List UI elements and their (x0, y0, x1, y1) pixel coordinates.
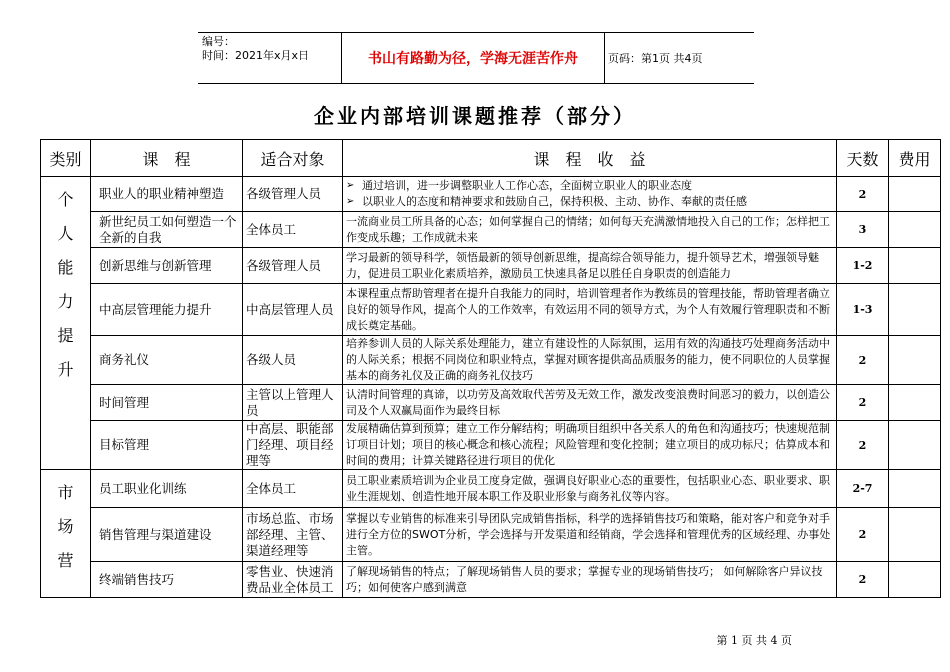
course-audience: 零售业、快速消费品业全体员工 (243, 562, 343, 598)
page-label: 页码：第1页 共4页 (608, 52, 703, 65)
benefit-bullet: ➢ 以职业人的态度和精神要求和鼓励自己，保持积极、主动、协作、奉献的责任感 (346, 194, 833, 210)
course-audience: 各级管理人员 (243, 177, 343, 212)
header-course: 课 程 (91, 140, 243, 177)
table-row (41, 385, 941, 421)
course-audience: 全体员工 (243, 212, 343, 248)
course-audience: 中高层、职能部门经理、项目经理等 (243, 421, 343, 470)
course-days: 2-7 (837, 470, 889, 508)
table-header-row (41, 140, 941, 177)
course-benefit: 了解现场销售的特点；了解现场销售人员的要求；掌握专业的现场销售技巧； 如何解除客户异议技巧；如何使客户感到满意 (343, 562, 837, 598)
header-audience: 适合对象 (243, 140, 343, 177)
course-benefit: 发展精确估算到预算；建立工作分解结构；明确项目组织中各关系人的角色和沟通技巧；快速规范制订项目计划；项目的核心概念和核心流程；风险管理和变化控制；建立项目的成功标尺；估算成本和时间的费用；计算关键路径进行项目的优化 (343, 421, 837, 470)
table-row (41, 212, 941, 248)
course-days: 2 (837, 421, 889, 470)
course-benefit: 本课程重点帮助管理者在提升自我能力的同时，培训管理者作为教练员的管理技能，帮助管理者确立良好的领导作风，提高个人的工作效率，有效运用不同的领导方式，为个人有效履行管理职责和不断成长奠定基础。 (343, 284, 837, 336)
table-row (41, 508, 941, 562)
header-benefit: 课 程 收 益 (343, 140, 837, 177)
course-benefit: 掌握以专业销售的标准来引导团队完成销售指标，科学的选择销售技巧和策略，能对客户和竞争对手进行全方位的SWOT分析，学会选择与开发渠道和经销商，学会选择和管理优秀的区域经理、办事处主管。 (343, 508, 837, 562)
course-fee (889, 177, 941, 212)
course-audience: 各级管理人员 (243, 248, 343, 284)
motto: 书山有路勤为径，学海无涯苦作舟 (341, 33, 605, 83)
course-benefit: 认清时间管理的真谛，以功劳及高效取代苦劳及无效工作，激发改变浪费时间恶习的毅力，以创造公司及个人双赢局面作为最终目标 (343, 385, 837, 421)
header-category: 类别 (41, 140, 91, 177)
course-name: 新世纪员工如何塑造一个全新的自我 (91, 212, 243, 248)
course-audience: 全体员工 (243, 470, 343, 508)
category-char: 场 (57, 517, 74, 536)
course-fee (889, 284, 941, 336)
header-days: 天数 (837, 140, 889, 177)
course-days: 2 (837, 508, 889, 562)
number-label: 编号： (202, 35, 235, 48)
category-char: 升 (57, 360, 74, 379)
table-row (41, 562, 941, 598)
course-days: 2 (837, 336, 889, 385)
course-name: 终端销售技巧 (91, 562, 243, 598)
course-benefit: 学习最新的领导科学，领悟最新的领导创新思维，提高综合领导能力，提升领导艺术，增强领导魅力，促进员工职业化素质培养，激励员工快速具备足以胜任自身职责的创造能力 (343, 248, 837, 284)
course-fee (889, 470, 941, 508)
course-benefit (343, 177, 837, 212)
course-fee (889, 336, 941, 385)
header-meta (202, 35, 342, 63)
table-row (41, 421, 941, 470)
course-days: 1-3 (837, 284, 889, 336)
course-name: 中高层管理能力提升 (91, 284, 243, 336)
course-benefit: 一流商业员工所具备的心态；如何掌握自己的情绪；如何每天充满激情地投入自己的工作；怎样把工作变成乐趣；工作成就未来 (343, 212, 837, 248)
course-audience: 中高层管理人员 (243, 284, 343, 336)
course-fee (889, 508, 941, 562)
page-footer: 第 1 页 共 4 页 (716, 634, 792, 647)
course-name: 商务礼仪 (91, 336, 243, 385)
course-days: 3 (837, 212, 889, 248)
page-header (198, 32, 754, 84)
course-audience: 主管以上管理人员 (243, 385, 343, 421)
course-fee (889, 385, 941, 421)
course-benefit: 培养参训人员的人际关系处理能力，建立有建设性的人际氛围，运用有效的沟通技巧处理商务活动中的人际关系；根据不同岗位和职业特点，掌握对顾客提供高品质服务的能力，使不同职位的人员掌握基本的商务礼仪及正确的商务礼仪技巧 (343, 336, 837, 385)
category-char: 个 (57, 190, 74, 209)
page-title: 企业内部培训课题推荐（部分） (314, 104, 636, 128)
course-audience: 各级人员 (243, 336, 343, 385)
header-fee: 费用 (889, 140, 941, 177)
course-name: 时间管理 (91, 385, 243, 421)
table-row (41, 336, 941, 385)
table-row (41, 177, 941, 212)
benefit-bullet: ➢ 通过培训，进一步调整职业人工作心态，全面树立职业人的职业态度 (346, 178, 833, 194)
course-name: 销售管理与渠道建设 (91, 508, 243, 562)
course-name: 职业人的职业精神塑造 (91, 177, 243, 212)
category-char: 市 (57, 483, 74, 502)
course-fee (889, 421, 941, 470)
course-benefit: 员工职业素质培训为企业员工度身定做，强调良好职业心态的重要性，包括职业心态、职业要求、职业生涯规划、创造性地开展本职工作及职业形象与商务礼仪等内容。 (343, 470, 837, 508)
course-fee (889, 562, 941, 598)
course-fee (889, 212, 941, 248)
course-days: 2 (837, 385, 889, 421)
course-name: 员工职业化训练 (91, 470, 243, 508)
table-row (41, 470, 941, 508)
category-char: 营 (57, 551, 74, 570)
category-personal (41, 177, 91, 470)
course-days: 1-2 (837, 248, 889, 284)
table-row (41, 284, 941, 336)
course-days: 2 (837, 177, 889, 212)
course-name: 目标管理 (91, 421, 243, 470)
course-days: 2 (837, 562, 889, 598)
table-row (41, 248, 941, 284)
category-char: 人 (57, 224, 74, 243)
course-fee (889, 248, 941, 284)
time-label: 时间：2021年x月x日 (202, 49, 310, 62)
course-table (40, 139, 941, 598)
course-name: 创新思维与创新管理 (91, 248, 243, 284)
category-char: 力 (57, 292, 74, 311)
category-marketing (41, 470, 91, 598)
category-char: 能 (57, 258, 74, 277)
category-char: 提 (57, 326, 74, 345)
course-audience: 市场总监、市场部经理、主管、渠道经理等 (243, 508, 343, 562)
